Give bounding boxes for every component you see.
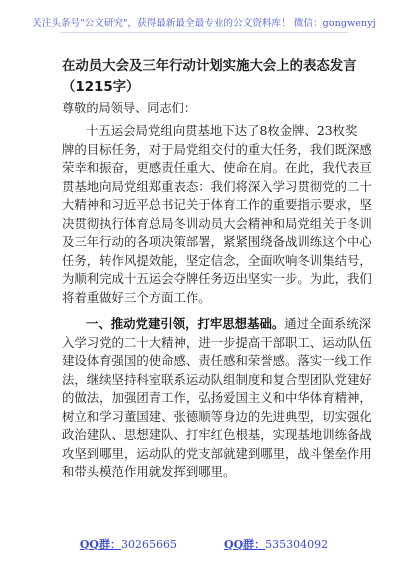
- paragraph-line: 牌的目标任务，对于局党组交付的重大任务，我们既深感: [62, 141, 372, 157]
- paragraph-line: 树立和学习董国建、张德顺等身边的先进典型，切实强化: [62, 408, 372, 424]
- paragraph-line: 入学习党的二十大精神，进一步提高干部职工、运动队伍: [62, 334, 372, 350]
- qq-group-number[interactable]: 30265665: [121, 538, 177, 551]
- document-title: 在动员大会及三年行动计划实施大会上的表态发言（1215字）: [62, 59, 357, 95]
- section-first-line-tail: 通过全面系统深: [284, 316, 371, 331]
- paragraph-line: 荣幸和振奋，更感责任重大、使命在肩。在此，我代表亘: [62, 160, 372, 175]
- paragraph-line: 贯基地向局党组郑重表态：我们将深入学习贯彻党的二十: [62, 178, 372, 194]
- paragraph-line: 和带头模范作用就发挥到哪里。: [62, 464, 236, 479]
- greeting-line: 尊敬的局领导、同志们：: [62, 101, 197, 115]
- paragraph-line: 大精神和习近平总书记关于体育工作的重要指示要求，坚: [62, 197, 372, 212]
- header-divider: [60, 32, 348, 33]
- paragraph-line: 任务，转作风提效能，坚定信念，全面吹响冬训集结号，: [62, 252, 372, 268]
- paragraph-line: 的做法，加强团青工作，弘扬爱国主义和中华体育精神，: [62, 390, 372, 405]
- footer-contact: [0, 536, 408, 552]
- paragraph-line: 及三年行动的各项决策部署，紧紧围绕备战训练这个中心: [62, 234, 372, 249]
- paragraph-line: 建设体育强国的使命感、责任感和荣誉感。落实一线工作: [62, 353, 372, 368]
- paragraph-line: 决贯彻执行体育总局冬训动员大会精神和局党组关于冬训: [62, 215, 372, 231]
- section-heading: 一、推动党建引领，打牢思想基础。: [86, 316, 285, 331]
- header-banner: 关注头条号"公文研究"，获得最新最全最专业的公文资料库！ 微信：gongwenyj: [32, 18, 376, 29]
- qq-group-label: QQ群：: [224, 538, 266, 551]
- paragraph-line: 为顺利完成十五运会夺牌任务迈出坚实一步。为此，我们: [62, 271, 372, 286]
- qq-group-number[interactable]: 535304092: [265, 538, 329, 551]
- section-first-line: [86, 315, 371, 333]
- paragraph-line: 政治建队、思想建队、打牢红色根基，实现基地训练备战: [62, 427, 372, 442]
- qq-group-label: QQ群：: [79, 538, 121, 551]
- paragraph-line: 十五运会局党组向贯基地下达了8枚金牌、23枚奖: [86, 123, 358, 138]
- paragraph-line: 法，继续坚持科室联系运动队组制度和复合型团队党建好: [62, 371, 372, 387]
- paragraph-line: 将着重做好三个方面工作。: [62, 289, 211, 305]
- paragraph-line: 攻坚到哪里，运动队的党支部就建到哪里，战斗堡垒作用: [62, 445, 372, 461]
